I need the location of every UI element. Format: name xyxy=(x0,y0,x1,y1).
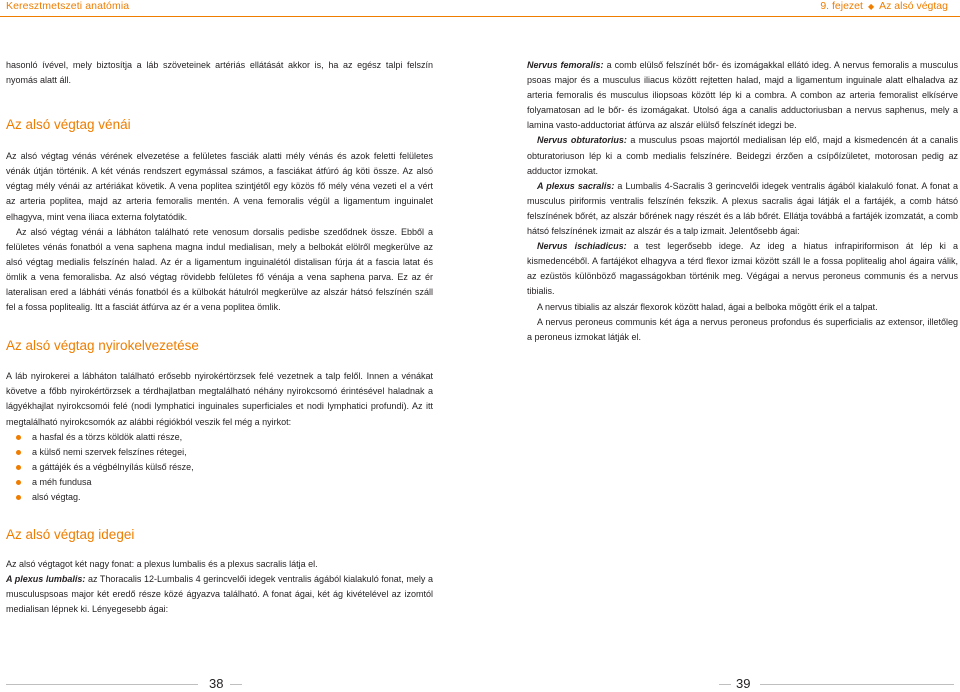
obturatorius-paragraph: Nervus obturatorius: a musculus psoas majortól medialisan lép elő, majd a kismedencén át a canalis obturatoriuson lép ki a comb medialis felszínére. Beidegzi érzően a csípőízületet, motorosan pedig az adductor izmokat. xyxy=(527,135,958,176)
running-head-chapter xyxy=(820,0,948,12)
bullet-dot-icon xyxy=(16,495,21,500)
chapter-label: 9. fejezet xyxy=(820,0,863,12)
running-head-book-title: Keresztmetszeti anatómia xyxy=(6,0,130,12)
footer-rule-right xyxy=(760,684,954,685)
bullet-dot-icon xyxy=(16,465,21,470)
bullet-dot-icon xyxy=(16,450,21,455)
veins-heading: Az alsó végtag vénái xyxy=(6,117,131,133)
footer-rule-left-short xyxy=(230,684,242,685)
diamond-icon: ◆ xyxy=(867,1,875,11)
plexus-lumbalis-term: A plexus lumbalis: xyxy=(6,574,86,585)
lymph-paragraph: A láb nyirokerei a lábháton található erősebb nyirokértörzsek felé vezetnek a talp felől. Innen a vénákat követve a főbb nyirokértörzsek a térdhajlatban megtalálható néhány nyirokcsomó érintésével haladnak a lágyékhajlat nyirokcsomói felé (nodi lymphatici inguinales superficiales et nodi lymphatici profundi). Az itt megtalálható nyirokcsomók az alábbi régiókból veszik fel még a nyirkot: xyxy=(6,371,433,427)
right-column xyxy=(527,58,958,345)
list-item: a gáttájék és a végbélnyílás külső része, xyxy=(16,460,433,475)
femoralis-term: Nervus femoralis: xyxy=(527,60,604,70)
intro-paragraph: hasonló ívével, mely biztosítja a láb szöveteinek artériás ellátását akkor is, ha az egész talpi felszín nyomás alatt áll. xyxy=(6,60,433,86)
obturatorius-term: Nervus obturatorius: xyxy=(537,135,627,146)
plexus-lumbalis-paragraph: A plexus lumbalis: az Thoracalis 12-Lumbalis 4 gerincvelői idegek ventralis ágából kialakuló fonat, mely a musculuspsoas major két eredő része közé ágyazva található. A fonat ágai, két ág kivételével az izomtól medialisan lépnek ki. Lényegesebb ágai: xyxy=(6,574,433,615)
list-item: a méh fundusa xyxy=(16,475,433,490)
lymph-region-list xyxy=(6,430,433,505)
bullet-dot-icon xyxy=(16,480,21,485)
page-number-left: 38 xyxy=(209,676,224,691)
list-item: a hasfal és a törzs köldök alatti része, xyxy=(16,430,433,445)
bullet-dot-icon xyxy=(16,435,21,440)
peroneus-paragraph: A nervus peroneus communis két ága a nervus peroneus profondus és superficialis az extensor, illetőleg a peroneus izmokat látják el. xyxy=(527,316,958,342)
footer-rule-right-short xyxy=(719,684,731,685)
page-number-right: 39 xyxy=(736,676,751,691)
nerves-paragraph-1: Az alsó végtagot két nagy fonat: a plexus lumbalis és a plexus sacralis látja el. xyxy=(6,559,318,570)
femoralis-paragraph: Nervus femoralis: a comb elülső felszínét bőr- és izomágakkal ellátó ideg. A nervus femoralis a musculus psoas major és a musculus iliacus között rejtetten halad, majd a ligamentum inguinale alatt elhaladva az arteria femoralis és musculus iliopsoas között lép ki a combra. A combon az arteria femoralist elkísérve folyamatosan ad le bőr- és izomágakat. Utolsó ága a canalis adductoriusban a nervus saphenus, mely a lamina vasto-adductoriat átfúrva az alszár elülső felszínét idegzi be. xyxy=(527,60,959,131)
footer-rule-left xyxy=(6,684,198,685)
ischiadicus-paragraph: Nervus ischiadicus: a test legerősebb idege. Az ideg a hiatus infrapiriformison át lép ki a kismedencéből. A fartájékot elhagyva a térd flexor izmai között száll le a fossa poplitealig ahol ágaira válik, az ezüstös különböző magasságokban történik meg. Végágai a nervus peroneus communis és a nervus tibialis. xyxy=(527,241,958,297)
left-column xyxy=(6,58,433,617)
sacralis-term: A plexus sacralis: xyxy=(537,180,615,191)
header-rule xyxy=(0,16,960,17)
veins-paragraph-2: Az alsó végtag vénái a lábháton található rete venosum dorsalis pedisbe szedődnek össze. Ebből a felületes vénás fonatból a vena saphena magna indul medialisan, mely a belbokát elölről megkerülve az alsó végtag medialis felszínén halad. Az ér a ligamentum inguinalétól distalisan fúrja át a fascia latat és ömlik a vena femoralisba. Az alsó végtag rövidebb felületes fő vénája a vena saphena parva. Ez az ér lateralisan ered a lábháti vénás fonatból és a külbokát hátulról megkerülve az alszár hátsó felszínén száll fel a fossa poplitealig. Itt a fasciát átfúrva az ér a vena poplitea ömlik. xyxy=(6,226,433,313)
sacralis-paragraph: A plexus sacralis: a Lumbalis 4-Sacralis 3 gerincvelői idegek ventralis ágából kialakuló fonat. A fonat a musculus piriformis ventralis felszínén fekszik. A plexus sacralis ágai látják el a fartájék, a comb hátsó felszínének bőrét, az alszár bőrének nagy részét és a láb bőrét. Ellátja továbbá a fartájék izomzatát, a comb hátsó felszínének izmait az alszár és a talp izmait. Jelentősebb ágai: xyxy=(527,180,958,237)
nerves-heading: Az alsó végtag idegei xyxy=(6,527,135,543)
section-label: Az alsó végtag xyxy=(879,0,948,12)
veins-paragraph-1: Az alsó végtag vénás vérének elvezetése a felületes fasciák alatti mély vénás és azok feletti felületes vénák útján történik. A két vénás rendszert egymással számos, a fasciákat átfúró ág köti össze. Az alsó végtag mély vénái az artériákat követik. A vena poplitea szintjétől egy közös fő mély véna vezeti el a vért az arteria poplitea, majd az arteria femoralis mentén. A vena femoralis végül a ligamentum inguinalet elhagyva, mint vena iliaca externa folytatódik. xyxy=(6,151,433,222)
list-item: alsó végtag. xyxy=(16,490,433,505)
list-item: a külső nemi szervek felszínes rétegei, xyxy=(16,445,433,460)
lymph-heading: Az alsó végtag nyirokelvezetése xyxy=(6,338,199,354)
tibialis-paragraph: A nervus tibialis az alszár flexorok között halad, ágai a belboka mögött érik el a talpat. xyxy=(537,301,878,312)
ischiadicus-term: Nervus ischiadicus: xyxy=(537,241,627,252)
